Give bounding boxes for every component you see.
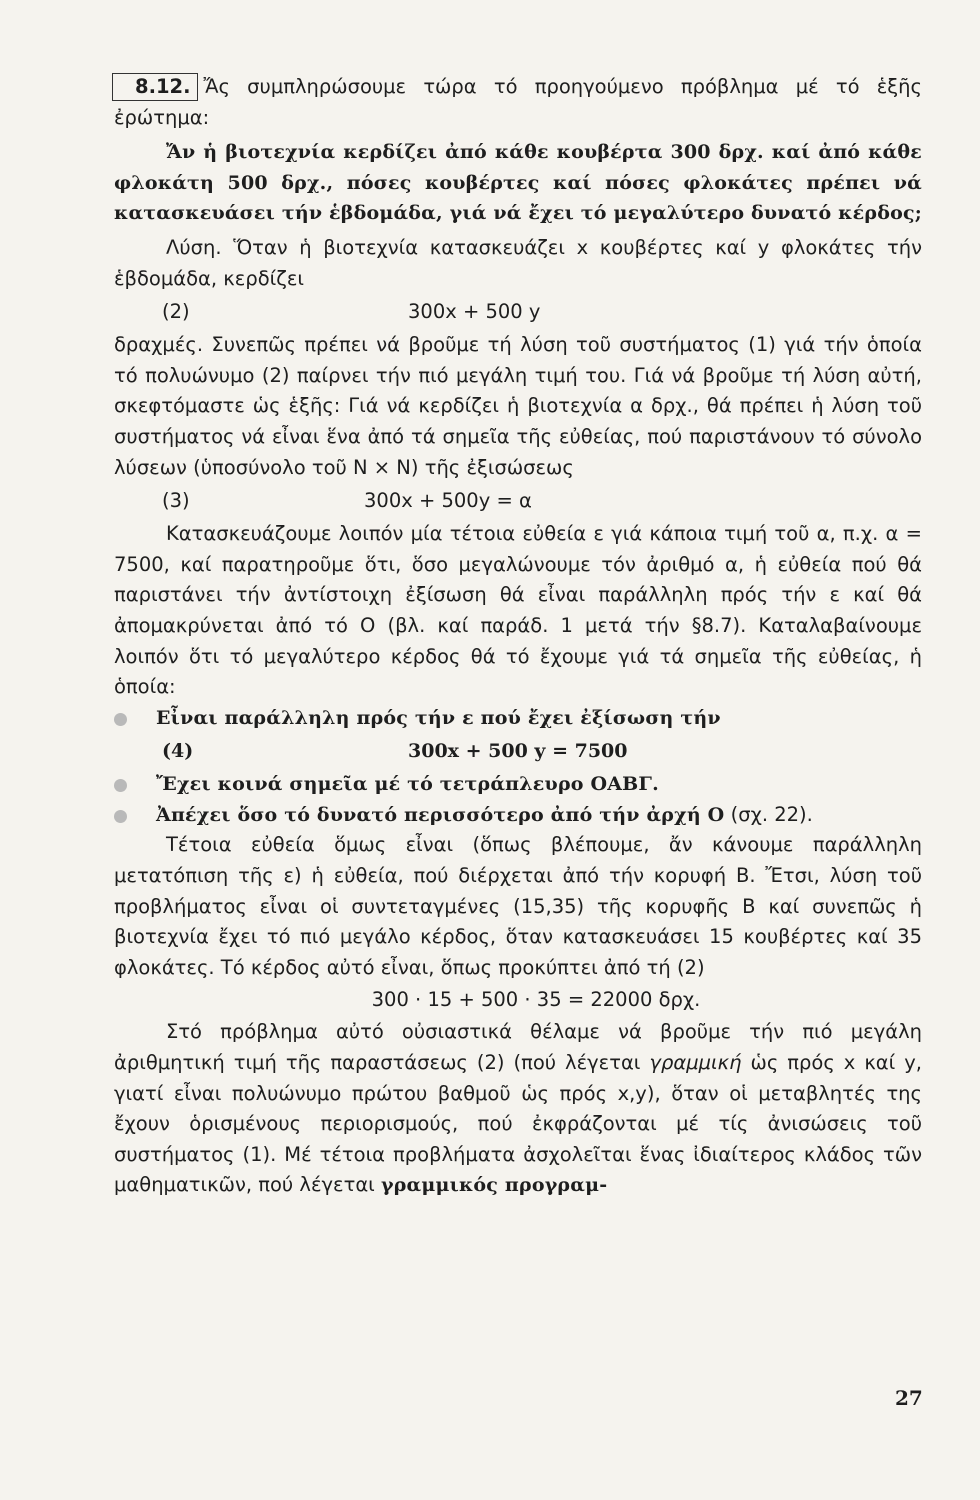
equation-2-label: (2) <box>162 300 190 324</box>
final-part2: ὡς πρός x καί y, γιατί εἶναι πολυώνυμο πρώτου βαθμοῦ ὡς πρός x,y), ὅταν οἱ μεταβλητές της ἔχουν ὁρισμένους περιορισμούς, πού ἐκφράζονται μέ τίς ἀνισώσεις τοῦ συστήματος (1). Μέ τέτοια προβλήματα ἀσχολεῖται ἕνας ἰδιαίτερος κλάδος τῶν μαθηματικῶν, πού λέγεται <box>114 1051 923 1197</box>
final-italic-term: γραμμική <box>649 1051 742 1075</box>
equation-2 <box>114 294 922 330</box>
bullet-item-1 <box>114 703 922 734</box>
paragraph-final <box>114 1017 922 1201</box>
equation-3 <box>114 483 922 519</box>
equation-4 <box>114 733 922 769</box>
bullet-dot-icon <box>114 779 127 792</box>
equation-2-body: 300x + 500 y <box>408 300 541 324</box>
bullet-2-text: Ἔχει κοινά σημεῖα μέ τό τετράπλευρο ΟΑΒΓ. <box>156 773 659 796</box>
final-part1: Στό πρόβλημα αὐτό οὐσιαστικά θέλαμε νά βροῦμε τήν πιό μεγάλη ἀριθμητική τιμή τῆς παραστάσεως (2) (πού λέγεται <box>114 1020 922 1075</box>
paragraph-solution: Τέτοια εὐθεία ὅμως εἶναι (ὅπως βλέπουμε, ἄν κάνουμε παράλληλη μετατόπιση τῆς ε) ἡ εὐθεία, πού διέρχεται ἀπό τήν κορυφή Β. Ἔτσι, λύση τοῦ προβλήματος εἶναι οἱ συντεταγμένες (15,35) τῆς κορυφῆς Β καί συνεπῶς ἡ βιοτεχνία ἔχει τό πιό μεγάλο κέρδος, ὅταν κατασκευάσει 15 κουβέρτες καί 35 φλοκάτες. Τό κέρδος αὐτό εἶναι, ὅπως προκύπτει ἀπό τή (2) <box>114 833 922 979</box>
paragraph-construct: Κατασκευάζουμε λοιπόν μία τέτοια εὐθεία ε γιά κάποια τιμή τοῦ α, π.χ. α = 7500, καί παρατηροῦμε ὅτι, ὅσο μεγαλώνουμε τόν ἀριθμό α, ἡ εὐθεία πού θά παριστάνει τήν ἀντίστοιχη ἐξίσωση θά εἶναι παράλληλη πρός τήν ε καί θά ἀπομακρύνεται ἀπό τό O (βλ. καί παράδ. 1 μετά τήν §8.7). Καταλαβαίνουμε λοιπόν ὅτι τό μεγαλύτερο κέρδος θά τό ἔχουμε γιά τά σημεῖα τῆς εὐθείας, ἡ ὁποία: <box>114 522 922 699</box>
equation-result: 300 · 15 + 500 · 35 = 22000 δρχ. <box>371 988 701 1012</box>
bullet-dot-icon <box>114 810 127 823</box>
final-bold-term: γραμμικός προγραμ- <box>380 1174 608 1197</box>
paragraph-after-eq2: δραχμές. Συνεπῶς πρέπει νά βροῦμε τή λύση τοῦ συστήματος (1) γιά τήν ὁποία τό πολυώνυμο (2) παίρνει τήν πιό μεγάλη τιμή του. Γιά νά βροῦμε τή λύση αὐτή, σκεφτόμαστε ὡς ἑξῆς: Γιά νά κερδίζει ἡ βιοτεχνία α δρχ., θά πρέπει ἡ λύση τοῦ συστήματος νά εἶναι ἕνα ἀπό τά σημεῖα τῆς εὐθείας, πού παριστάνουν τό σύνολο λύσεων (ὑποσύνολο τοῦ N × N) τῆς ἐξισώσεως <box>114 333 922 479</box>
equation-4-body: 300x + 500 y = 7500 <box>408 740 628 763</box>
solution-paragraph <box>114 233 922 294</box>
bullet-3-suffix: (σχ. 22). <box>730 802 813 826</box>
section-number: 8.12. <box>112 73 198 101</box>
equation-4-label: (4) <box>162 740 194 763</box>
equation-3-body: 300x + 500y = α <box>364 489 532 513</box>
bullet-dot-icon <box>114 713 127 726</box>
page-content <box>114 72 922 1201</box>
bullet-1-text: Εἶναι παράλληλη πρός τήν ε πού ἔχει ἐξίσωση τήν <box>156 706 721 729</box>
equation-3-label: (3) <box>162 489 190 513</box>
question-paragraph: Ἄν ἡ βιοτεχνία κερδίζει ἀπό κάθε κουβέρτα 300 δρχ. καί ἀπό κάθε φλοκάτη 500 δρχ., πόσες κουβέρτες καί πόσες φλοκάτες πρέπει νά κατασκευάσει τήν ἑβδομάδα, γιά νά ἔχει τό μεγαλύτερο δυνατό κέρδος; <box>114 141 922 225</box>
bullet-item-3 <box>114 800 922 831</box>
solution-label: Λύση. <box>166 235 222 259</box>
bullet-3-text: Ἀπέχει ὅσο τό δυνατό περισσότερο ἀπό τήν ἀρχή Ο <box>156 803 725 826</box>
page-number: 27 <box>895 1386 923 1410</box>
solution-text: Ὅταν ἡ βιοτεχνία κατασκευάζει x κουβέρτες καί y φλοκάτες τήν ἑβδομάδα, κερδίζει <box>114 235 922 290</box>
bullet-item-2 <box>114 769 922 800</box>
section-intro <box>114 72 922 133</box>
section-intro-text: Ἄς συμπληρώσουμε τώρα τό προηγούμενο πρόβλημα μέ τό ἑξῆς ἐρώτημα: <box>114 75 922 129</box>
